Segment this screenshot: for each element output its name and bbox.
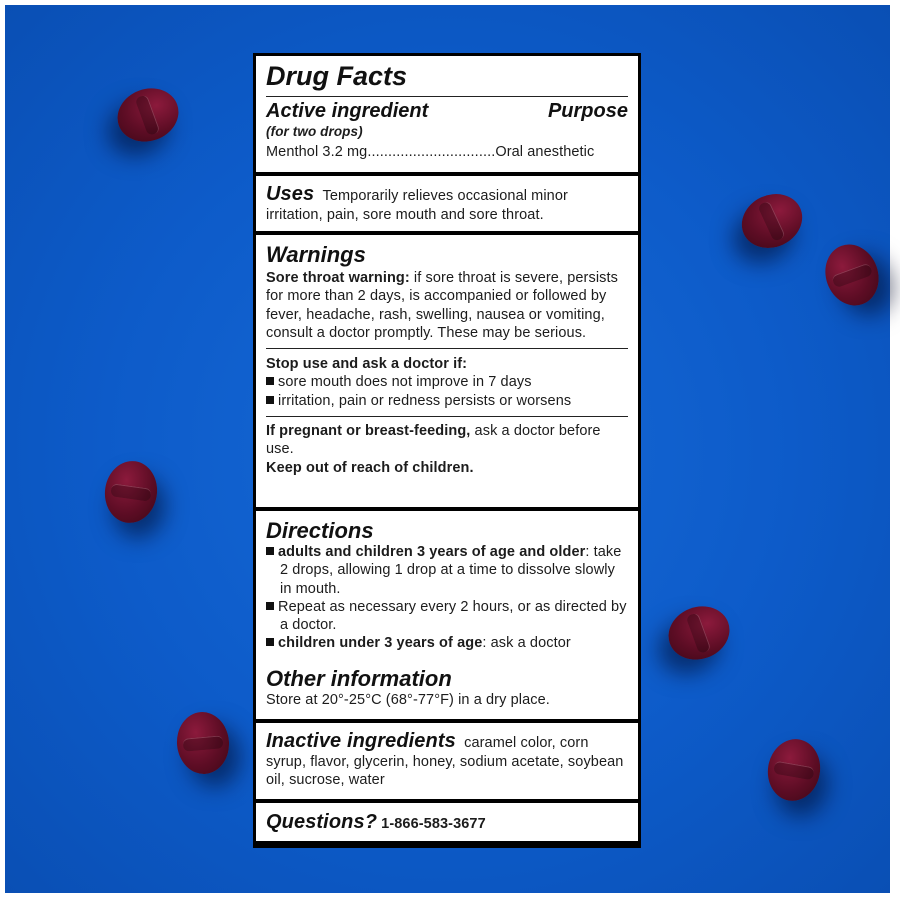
sore-throat-label: Sore throat warning: bbox=[266, 270, 410, 286]
drug-facts-panel bbox=[253, 53, 641, 848]
stop-use-heading: Stop use and ask a doctor if: bbox=[266, 356, 468, 373]
ingredient-line: Menthol 3.2 mg...............................Oral anesthetic bbox=[266, 144, 595, 161]
purpose-heading: Purpose bbox=[547, 100, 628, 122]
list-item bbox=[266, 543, 628, 598]
list-item bbox=[266, 598, 628, 635]
direction-text: Repeat as necessary every 2 hours, or as directed by a doctor. bbox=[278, 598, 627, 634]
directions-section bbox=[256, 511, 638, 719]
uses-section bbox=[256, 176, 638, 231]
sore-throat-text: if sore throat is severe, persists for more than 2 days, is accompanied or followed by fever, headache, rash, swelling, nausea or vomiting, consult a doctor promptly. These may be serious. bbox=[266, 270, 618, 341]
questions-section bbox=[256, 803, 638, 841]
drug-facts-title: Drug Facts bbox=[266, 61, 408, 91]
directions-heading: Directions bbox=[266, 518, 374, 543]
active-ingredient-note: (for two drops) bbox=[266, 124, 363, 139]
list-item bbox=[266, 392, 628, 410]
warnings-heading: Warnings bbox=[266, 242, 366, 267]
inactive-ingredients-section bbox=[256, 723, 638, 799]
uses-heading: Uses bbox=[266, 183, 315, 205]
stop-use-item-text: irritation, pain or redness persists or worsens bbox=[278, 392, 572, 409]
active-ingredient-heading: Active ingredient bbox=[266, 100, 429, 122]
list-item bbox=[266, 373, 628, 391]
stop-use-item-text: sore mouth does not improve in 7 days bbox=[278, 374, 532, 391]
other-information-heading: Other information bbox=[266, 665, 452, 691]
direction-text: : ask a doctor bbox=[482, 635, 571, 652]
pregnant-label: If pregnant or breast-feeding, bbox=[266, 423, 471, 440]
drug-facts-section bbox=[256, 56, 638, 172]
inactive-ingredients-text: caramel color, corn syrup, flavor, glycerin, honey, sodium acetate, soybean oil, sucrose, water bbox=[266, 735, 624, 789]
questions-heading: Questions? bbox=[266, 811, 378, 833]
direction-text: : take 2 drops, allowing 1 drop at a time to dissolve slowly in mouth. bbox=[280, 544, 622, 597]
warnings-section bbox=[256, 235, 638, 507]
other-information-text: Store at 20°-25°C (68°-77°F) in a dry place. bbox=[266, 691, 550, 708]
uses-text: Temporarily relieves occasional minor irritation, pain, sore mouth and sore throat. bbox=[266, 188, 568, 223]
list-item bbox=[266, 634, 628, 652]
direction-label: children under 3 years of age bbox=[278, 635, 483, 652]
questions-phone: 1-866-583-3677 bbox=[381, 816, 486, 832]
pregnant-text: ask a doctor before use. bbox=[266, 423, 601, 458]
direction-label: adults and children 3 years of age and older bbox=[278, 544, 586, 560]
keep-out-text: Keep out of reach of children. bbox=[266, 459, 474, 476]
inactive-ingredients-heading: Inactive ingredients bbox=[266, 730, 456, 752]
